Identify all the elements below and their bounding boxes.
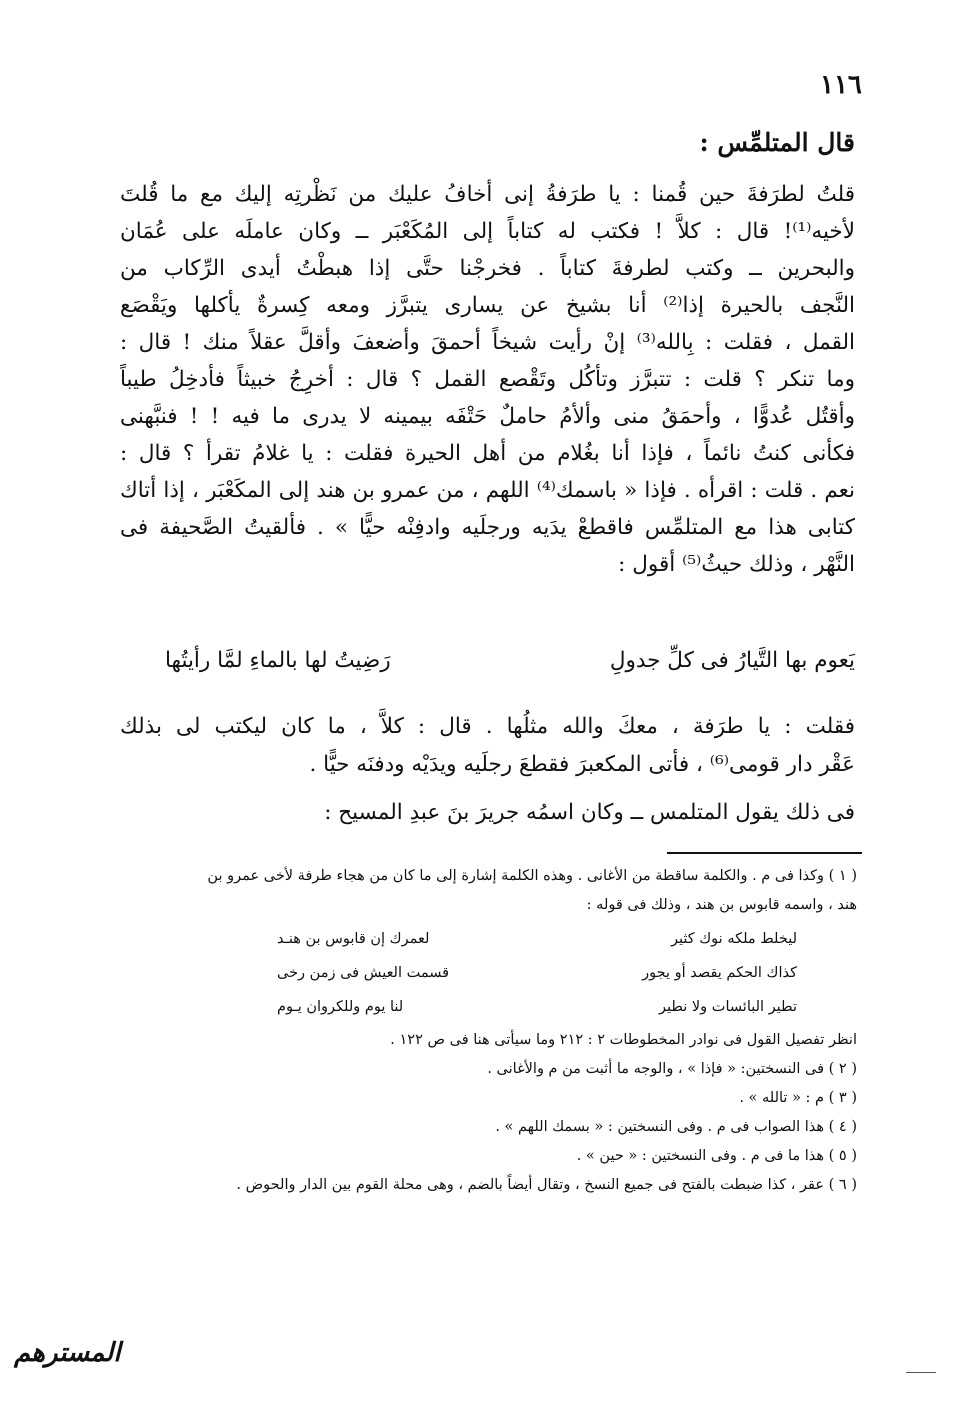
continued-text [120,708,855,784]
section-heading: قال المتلمِّس : [699,128,855,157]
footnote-1-continued: هند ، واسمه قابوس بن هند ، وذلك فى قوله : [586,897,857,913]
page-number: ١١٦ [820,70,862,100]
text-line: وما تنكر ؟ قلت : تتبرَّز وتأكُل وتَقْصع القمل ؟ قال : أخرِجُ خبيثاً فأدخِلُ طيباً [120,367,855,392]
footnote-2: ( ٢ ) فى النسختين: « فإذا » ، والوجه ما أثبت من م والأغانى . [487,1061,857,1077]
poem-row [277,922,797,956]
text-line: كتابى هذا مع المتلمِّس فاقطعْ يدَيه ورجلَيه وادفِنْه حيًّا » . فألقيتُ الصَّحيفة فى [120,515,855,540]
poem-hemistich: كذاك الحكم يقصد أو يجور [642,965,797,981]
poem-hemistich: تطير البائسات ولا نطير [659,999,797,1015]
text-line: والبحرين ــ وكتب لطرفةَ كتاباً . فخرجْنا حتَّى إذا هبطْتُ أيدى الرِّكاب من [120,256,855,281]
text-line: وأقتُل عُدوًّا ، وأحمَقُ منى وألأمُ حاملٌ حَتْفَه بيمينه لا يدرى ما فيه ! ! فنبَّهنى [120,404,855,429]
poem-row [277,990,797,1024]
poem-hemistich: لعمرك إن قابوس بن هنـد [277,931,430,947]
text-line: النَّهْر ، وذلك حيثُ⁽⁵⁾ أقول : [618,552,855,577]
footnote-4: ( ٤ ) هذا الصواب فى م . وفى النسختين : « بسمك اللهم » . [495,1119,857,1135]
verse-line [165,648,855,673]
footnote-poem [117,922,857,1024]
text-line: القمل ، فقلت : بِالله⁽³⁾ إنْ رأيت شيخاً أحمقَ وأضعفَ وأقلَّ عقلاً منك ! قال : [120,330,855,355]
text-line: نعم . قلت : اقرأه . فإذا « باسمك⁽⁴⁾ اللهم ، من عمرو بن هند إلى المكَعْبَر ، إذا أتاك [120,478,855,503]
poem-hemistich: قسمت العيش فى زمن رخى [277,965,450,981]
poem-hemistich: ليخلط ملكه نوك كثير [670,931,797,947]
text-line: عَقْر دار قومى⁽⁶⁾ ، فأتى المكعبرَ فقطعَ رجلَيه ويدَيْه ودفنَه حيًّا . [309,752,855,777]
watermark-logo: المسترهم [14,1338,121,1368]
footnotes [117,862,857,1200]
closing-line: فى ذلك يقول المتلمس ــ وكان اسمُه جريرَ بنَ عبدِ المسيح : [324,800,855,825]
footnote-1-reference: انظر تفصيل القول فى نوادر المخطوطات ٢ : ٢١٢ وما سيأتى هنا فى ص ١٢٢ . [390,1032,857,1048]
footer-mark [906,1372,936,1373]
footnote-1: ( ١ ) وكذا فى م . والكلمة ساقطة من الأغانى . وهذه الكلمة إشارة إلى ما كان من هجاء طرفة لأخى عمرو بن [207,868,857,884]
text-line: لأخيه⁽¹⁾! قال : كلاَّ ! فكتب له كتاباً إلى المُكَعْبَر ــ وكان عاملَه على عُمَان [120,219,855,244]
poem-row [277,956,797,990]
main-text [120,176,855,583]
text-line: النَّجف بالحيرة إذا⁽²⁾ أنا بشيخ عن يسارى يتبرَّز ومعه كِسرةٌ يأكلها ويَقْصَع [120,293,855,318]
text-line: فكأنى كنتُ نائماً ، فإذا أنا بغُلام من أهل الحيرة فقلت : يا غلامُ تقرأ ؟ قال : [120,441,855,466]
verse-first-hemistich: رَضِيتُ لها بالماءِ لمَّا رأيتُها [165,648,391,673]
poem-hemistich: لنا يوم وللكروان يـوم [277,999,404,1015]
footnote-divider [667,852,862,854]
footnote-6: ( ٦ ) عقر ، كذا ضبطت بالفتح فى جميع النسخ ، وتقال أيضاً بالضم ، وهى محلة القوم بين الدار والحوض . [236,1177,857,1193]
verse-second-hemistich: يَعوم بها التَّيارُ فى كلِّ جدولِ [609,648,855,673]
footnote-5: ( ٥ ) هذا ما فى م . وفى النسختين : « حين » . [576,1148,857,1164]
footnote-3: ( ٣ ) م : « تالله » . [739,1090,857,1106]
text-line: فقلت : يا طرَفة ، معكَ والله مثلُها . قال : كلاَّ ، ما كان ليكتب لى بذلك [120,714,855,739]
text-line: قلتُ لطرَفةَ حين قُمنا : يا طرَفةُ إنى أخافُ عليك من نَظْرتِه إليك مع ما قُلتَ [120,182,855,207]
